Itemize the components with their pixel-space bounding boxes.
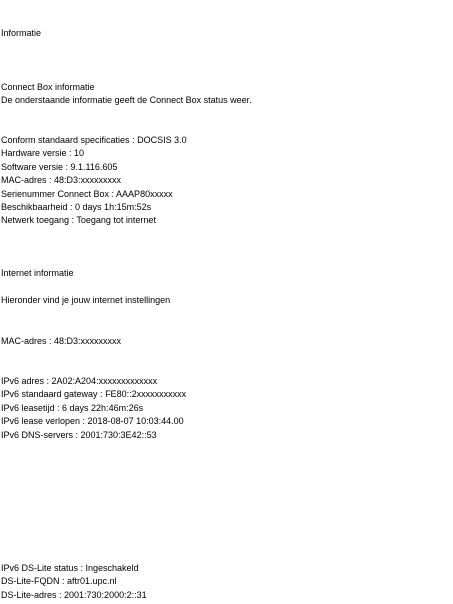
dslite-address: DS-Lite-adres : 2001:730:2000:2::31 [1,589,147,600]
ipv6-address: IPv6 adres : 2A02:A204:xxxxxxxxxxxxx [1,376,158,386]
ipv6-list [1,375,449,442]
ipv6-dns-servers: IPv6 DNS-servers : 2001:730:3E42::53 [1,429,157,440]
connect-box-description: De onderstaande informatie geeft de Connect Box status weer. [1,95,252,106]
ipv6-lease-time: IPv6 leasetijd : 6 days 22h:46m:26s [1,402,144,413]
status-serial-number: Serienummer Connect Box : AAAP80xxxxx [1,188,173,199]
internet-heading-section [1,267,449,280]
internet-mac-address: MAC-adres : 48:D3:xxxxxxxxx [1,336,122,346]
status-mac-address: MAC-adres : 48:D3:xxxxxxxxx [1,175,122,186]
internet-intro-section [1,294,449,307]
ipv6-lease-expiry: IPv6 lease verlopen : 2018-08-07 10:03:44.00 [1,416,184,427]
ipv6-default-gateway: IPv6 standaard gateway : FE80::2xxxxxxxxxxx [1,389,187,400]
page-title-section [1,27,449,40]
internet-intro: Hieronder vind je jouw internet instellingen [1,295,171,305]
connect-box-section [1,81,449,108]
connect-box-heading: Connect Box informatie [1,82,95,92]
status-software-version: Software versie : 9.1.116.605 [1,161,118,172]
status-network-access: Netwerk toegang : Toegang tot internet [1,215,156,226]
dslite-list [1,562,449,602]
internet-mac-section [1,335,449,348]
status-list [1,134,449,228]
status-hardware-version: Hardware versie : 10 [1,148,85,159]
dslite-fqdn: DS-Lite-FQDN : aftr01.upc.nl [1,576,117,587]
page-title: Informatie [1,28,42,38]
status-docsis: Conform standaard specificaties : DOCSIS 3.0 [1,135,187,145]
internet-heading: Internet informatie [1,268,74,278]
status-uptime: Beschikbaarheid : 0 days 1h:15m:52s [1,202,152,213]
dslite-status: IPv6 DS-Lite status : Ingeschakeld [1,563,139,573]
